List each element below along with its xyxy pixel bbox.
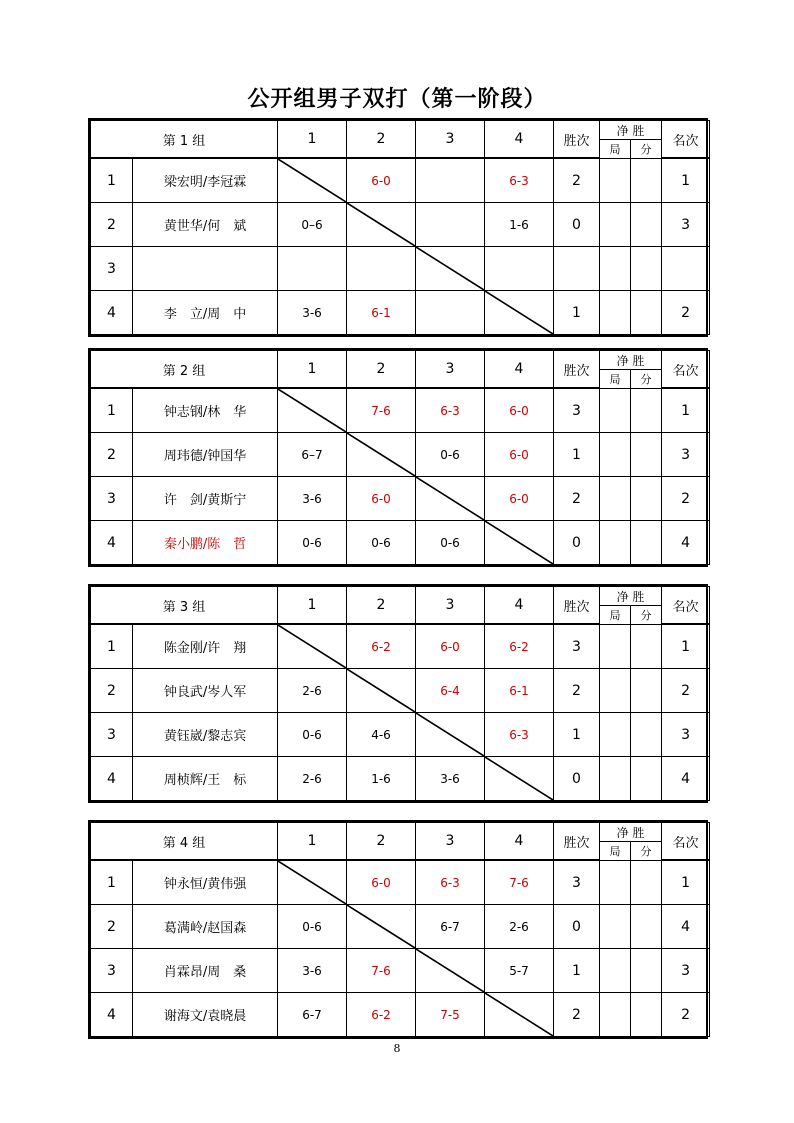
diagonal-cell — [416, 949, 485, 993]
net-points-value — [631, 993, 662, 1037]
rank-header: 名次 — [662, 121, 710, 159]
score-cell: 3-6 — [278, 291, 347, 335]
player-names: 陈金刚/许 翔 — [133, 624, 278, 669]
wins-value: 2 — [554, 158, 600, 203]
net-games-value — [600, 477, 631, 521]
diagonal-cell — [278, 624, 347, 669]
diagonal-line — [347, 669, 415, 712]
page-number: 8 — [393, 1042, 401, 1055]
rank-value: 3 — [662, 949, 710, 993]
diagonal-cell — [485, 291, 554, 335]
score-cell: 0-6 — [278, 905, 347, 949]
score-cell — [416, 291, 485, 335]
rank-header: 名次 — [662, 587, 710, 625]
table-row — [91, 860, 710, 905]
rank-value: 2 — [662, 669, 710, 713]
score-cell: 6-2 — [485, 624, 554, 669]
diagonal-line — [347, 203, 415, 246]
score-cell: 2-6 — [485, 905, 554, 949]
column-header: 1 — [278, 351, 347, 389]
score-cell: 6-7 — [416, 905, 485, 949]
table-row — [91, 158, 710, 203]
diagonal-cell — [347, 669, 416, 713]
player-names: 周桢辉/王 标 — [133, 757, 278, 801]
net-points-value — [631, 291, 662, 335]
score-cell: 5-7 — [485, 949, 554, 993]
net-points-value — [631, 757, 662, 801]
row-number: 2 — [91, 669, 133, 713]
table-row — [91, 757, 710, 801]
table-row — [91, 433, 710, 477]
diagonal-line — [485, 291, 553, 334]
net-games-value — [600, 860, 631, 905]
score-cell: 6-0 — [485, 388, 554, 433]
player-names: 钟志钢/林 华 — [133, 388, 278, 433]
net-games-value — [600, 247, 631, 291]
score-cell: 3-6 — [416, 757, 485, 801]
net-points-value — [631, 905, 662, 949]
column-header: 4 — [485, 587, 554, 625]
table-row — [91, 993, 710, 1037]
net-games-value — [600, 757, 631, 801]
wins-value: 2 — [554, 669, 600, 713]
score-cell: 1-6 — [347, 757, 416, 801]
wins-value: 1 — [554, 433, 600, 477]
column-header: 1 — [278, 587, 347, 625]
rank-value: 4 — [662, 905, 710, 949]
rank-value: 1 — [662, 388, 710, 433]
wins-value — [554, 247, 600, 291]
wins-value: 2 — [554, 993, 600, 1037]
column-header: 4 — [485, 823, 554, 861]
row-number: 3 — [91, 949, 133, 993]
player-names: 黄世华/何 斌 — [133, 203, 278, 247]
net-games-value — [600, 388, 631, 433]
row-number: 3 — [91, 477, 133, 521]
diagonal-cell — [416, 713, 485, 757]
score-cell: 1-6 — [485, 203, 554, 247]
diagonal-cell — [347, 433, 416, 477]
row-number: 4 — [91, 993, 133, 1037]
score-cell: 6-0 — [347, 477, 416, 521]
net-games-value — [600, 158, 631, 203]
player-names: 葛满岭/赵国森 — [133, 905, 278, 949]
score-cell: 0–6 — [278, 203, 347, 247]
row-number: 2 — [91, 203, 133, 247]
diagonal-line — [278, 861, 346, 904]
score-cell: 6-0 — [347, 860, 416, 905]
wins-value: 1 — [554, 949, 600, 993]
group-label: 第 4 组 — [91, 823, 278, 861]
player-names: 许 剑/黄斯宁 — [133, 477, 278, 521]
score-cell: 3-6 — [278, 949, 347, 993]
column-header: 2 — [347, 351, 416, 389]
net-games-value — [600, 949, 631, 993]
wins-value: 3 — [554, 624, 600, 669]
diagonal-line — [278, 159, 346, 202]
rank-value: 3 — [662, 203, 710, 247]
net-points-value — [631, 860, 662, 905]
diagonal-line — [416, 477, 484, 520]
diagonal-line — [278, 389, 346, 432]
row-number: 2 — [91, 905, 133, 949]
wins-value: 2 — [554, 477, 600, 521]
net-header: 净 胜 — [600, 823, 662, 842]
rank-value: 1 — [662, 624, 710, 669]
net-games-value — [600, 624, 631, 669]
net-points-value — [631, 158, 662, 203]
score-cell: 4-6 — [347, 713, 416, 757]
diagonal-line — [347, 433, 415, 476]
player-names: 李 立/周 中 — [133, 291, 278, 335]
wins-value: 0 — [554, 757, 600, 801]
row-number: 4 — [91, 291, 133, 335]
score-cell: 7-6 — [347, 388, 416, 433]
score-cell: 6-2 — [347, 624, 416, 669]
diagonal-line — [485, 521, 553, 564]
score-cell: 6-3 — [485, 713, 554, 757]
net-games-value — [600, 291, 631, 335]
table-row — [91, 521, 710, 565]
net-points-value — [631, 203, 662, 247]
net-points-header: 分 — [631, 140, 662, 158]
group-table — [88, 820, 708, 1039]
player-names: 黄钰崴/黎志宾 — [133, 713, 278, 757]
table-row — [91, 669, 710, 713]
score-cell: 2-6 — [278, 669, 347, 713]
column-header: 2 — [347, 121, 416, 159]
score-cell: 6-3 — [416, 860, 485, 905]
column-header: 4 — [485, 351, 554, 389]
diagonal-cell — [347, 905, 416, 949]
table-row — [91, 203, 710, 247]
diagonal-line — [485, 757, 553, 800]
group-label: 第 2 组 — [91, 351, 278, 389]
row-number: 1 — [91, 624, 133, 669]
net-points-value — [631, 521, 662, 565]
net-points-value — [631, 949, 662, 993]
diagonal-cell — [278, 388, 347, 433]
net-points-value — [631, 388, 662, 433]
rank-value: 2 — [662, 993, 710, 1037]
net-games-value — [600, 433, 631, 477]
row-number: 4 — [91, 757, 133, 801]
player-names: 梁宏明/李冠霖 — [133, 158, 278, 203]
score-cell: 2-6 — [278, 757, 347, 801]
net-points-header: 分 — [631, 370, 662, 388]
rank-header: 名次 — [662, 351, 710, 389]
net-points-value — [631, 433, 662, 477]
row-number: 4 — [91, 521, 133, 565]
wins-value: 0 — [554, 521, 600, 565]
score-cell: 6-1 — [347, 291, 416, 335]
rank-header: 名次 — [662, 823, 710, 861]
wins-header: 胜次 — [554, 121, 600, 159]
player-names: 周玮德/钟国华 — [133, 433, 278, 477]
column-header: 1 — [278, 121, 347, 159]
group-table — [88, 118, 708, 337]
score-cell — [278, 247, 347, 291]
wins-header: 胜次 — [554, 351, 600, 389]
score-cell: 7-6 — [485, 860, 554, 905]
score-cell: 0-6 — [278, 521, 347, 565]
net-header: 净 胜 — [600, 121, 662, 140]
score-cell: 6-0 — [485, 477, 554, 521]
table-row — [91, 949, 710, 993]
group-table — [88, 348, 708, 567]
score-cell — [416, 158, 485, 203]
score-cell — [416, 203, 485, 247]
score-cell: 6–7 — [278, 433, 347, 477]
net-points-value — [631, 477, 662, 521]
net-games-value — [600, 993, 631, 1037]
row-number: 2 — [91, 433, 133, 477]
diagonal-cell — [347, 203, 416, 247]
rank-value: 3 — [662, 713, 710, 757]
table-row — [91, 247, 710, 291]
diagonal-cell — [485, 757, 554, 801]
score-cell: 0-6 — [416, 433, 485, 477]
net-header: 净 胜 — [600, 351, 662, 370]
page-title: 公开组男子双打（第一阶段） — [247, 87, 547, 112]
score-cell: 6-2 — [347, 993, 416, 1037]
diagonal-line — [416, 713, 484, 756]
player-names — [133, 247, 278, 291]
score-cell — [485, 247, 554, 291]
player-names: 钟良武/岑人军 — [133, 669, 278, 713]
table-row — [91, 291, 710, 335]
diagonal-line — [416, 949, 484, 992]
table-row — [91, 713, 710, 757]
group-table — [88, 584, 708, 803]
group-label: 第 1 组 — [91, 121, 278, 159]
score-cell: 7-6 — [347, 949, 416, 993]
row-number: 1 — [91, 388, 133, 433]
wins-value: 0 — [554, 203, 600, 247]
column-header: 4 — [485, 121, 554, 159]
table-row — [91, 388, 710, 433]
column-header: 2 — [347, 823, 416, 861]
net-games-value — [600, 203, 631, 247]
row-number: 1 — [91, 860, 133, 905]
score-cell: 0-6 — [278, 713, 347, 757]
column-header: 3 — [416, 121, 485, 159]
diagonal-line — [485, 993, 553, 1036]
wins-value: 0 — [554, 905, 600, 949]
score-cell: 6-0 — [485, 433, 554, 477]
net-games-value — [600, 521, 631, 565]
net-games-value — [600, 669, 631, 713]
diagonal-cell — [485, 521, 554, 565]
score-cell: 6-7 — [278, 993, 347, 1037]
player-names: 秦小鹏/陈 哲 — [133, 521, 278, 565]
rank-value: 1 — [662, 860, 710, 905]
diagonal-line — [278, 625, 346, 668]
table-row — [91, 477, 710, 521]
column-header: 2 — [347, 587, 416, 625]
net-header: 净 胜 — [600, 587, 662, 606]
net-games-header: 局 — [600, 606, 631, 624]
rank-value: 4 — [662, 757, 710, 801]
row-number: 1 — [91, 158, 133, 203]
net-points-value — [631, 713, 662, 757]
row-number: 3 — [91, 713, 133, 757]
diagonal-line — [347, 905, 415, 948]
score-cell: 7-5 — [416, 993, 485, 1037]
score-cell — [347, 247, 416, 291]
score-cell: 6-0 — [416, 624, 485, 669]
table-row — [91, 624, 710, 669]
wins-value: 1 — [554, 713, 600, 757]
wins-value: 3 — [554, 860, 600, 905]
net-games-value — [600, 713, 631, 757]
score-cell: 0-6 — [347, 521, 416, 565]
player-names: 肖霖昂/周 桑 — [133, 949, 278, 993]
score-cell: 6-1 — [485, 669, 554, 713]
rank-value: 1 — [662, 158, 710, 203]
column-header: 3 — [416, 823, 485, 861]
net-points-header: 分 — [631, 842, 662, 860]
net-games-header: 局 — [600, 842, 631, 860]
score-cell: 3-6 — [278, 477, 347, 521]
net-points-header: 分 — [631, 606, 662, 624]
score-cell: 6-0 — [347, 158, 416, 203]
score-cell: 6-3 — [485, 158, 554, 203]
row-number: 3 — [91, 247, 133, 291]
wins-value: 1 — [554, 291, 600, 335]
score-cell: 6-4 — [416, 669, 485, 713]
rank-value: 4 — [662, 521, 710, 565]
column-header: 1 — [278, 823, 347, 861]
diagonal-cell — [485, 993, 554, 1037]
diagonal-line — [416, 247, 484, 290]
rank-value: 2 — [662, 477, 710, 521]
wins-header: 胜次 — [554, 823, 600, 861]
rank-value: 3 — [662, 433, 710, 477]
net-points-value — [631, 669, 662, 713]
diagonal-cell — [416, 477, 485, 521]
net-games-value — [600, 905, 631, 949]
net-games-header: 局 — [600, 370, 631, 388]
net-points-value — [631, 624, 662, 669]
rank-value — [662, 247, 710, 291]
score-cell: 0-6 — [416, 521, 485, 565]
net-points-value — [631, 247, 662, 291]
player-names: 谢海文/袁晓晨 — [133, 993, 278, 1037]
column-header: 3 — [416, 587, 485, 625]
diagonal-cell — [278, 158, 347, 203]
wins-header: 胜次 — [554, 587, 600, 625]
column-header: 3 — [416, 351, 485, 389]
score-cell: 6-3 — [416, 388, 485, 433]
wins-value: 3 — [554, 388, 600, 433]
table-row — [91, 905, 710, 949]
rank-value: 2 — [662, 291, 710, 335]
diagonal-cell — [278, 860, 347, 905]
player-names: 钟永恒/黄伟强 — [133, 860, 278, 905]
net-games-header: 局 — [600, 140, 631, 158]
group-label: 第 3 组 — [91, 587, 278, 625]
diagonal-cell — [416, 247, 485, 291]
